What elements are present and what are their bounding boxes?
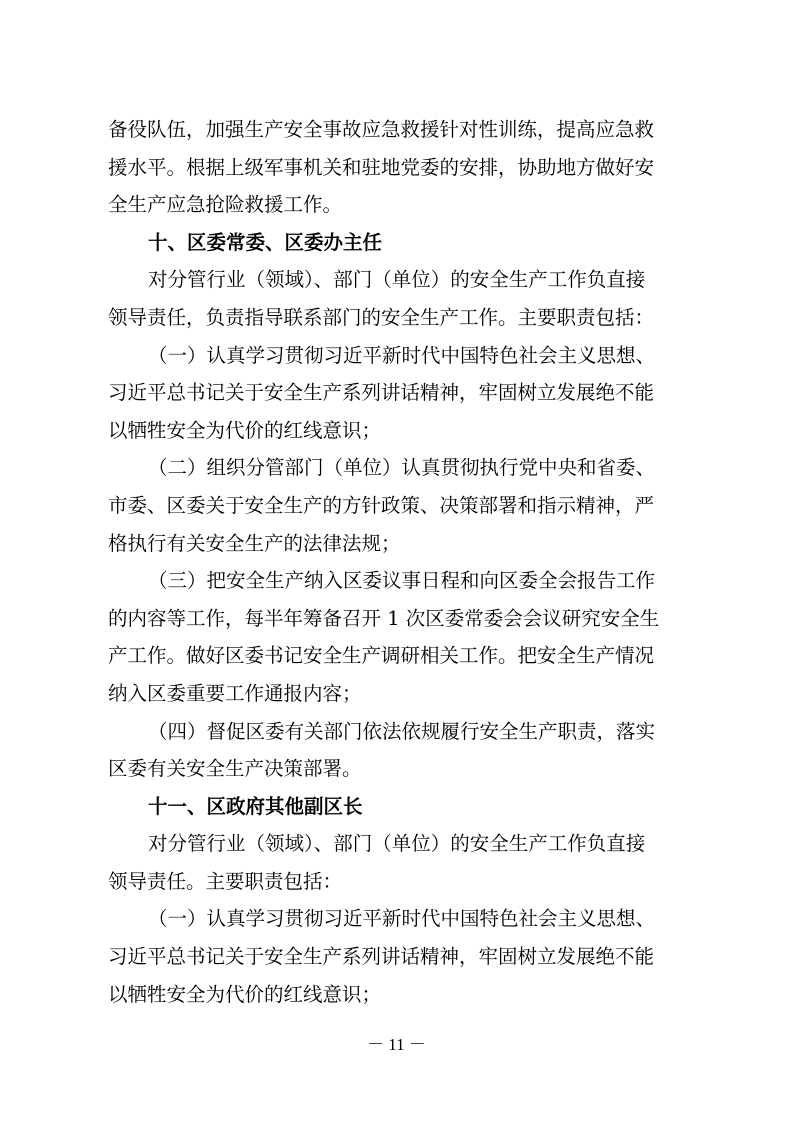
text-line: 领导责任，负责指导联系部门的安全生产工作。主要职责包括： xyxy=(108,305,655,329)
section-heading: 十、区委常委、区委办主任 xyxy=(148,230,383,254)
text-line: 领导责任。主要职责包括： xyxy=(108,869,343,893)
text-line: 习近平总书记关于安全生产系列讲话精神，牢固树立发展绝不能 xyxy=(108,945,655,969)
text-line: 对分管行业（领域）、部门（单位）的安全生产工作负直接 xyxy=(148,268,646,292)
page-number: － 11 － xyxy=(367,1035,426,1054)
section-heading: 十一、区政府其他副区长 xyxy=(148,794,363,818)
text-line: 以牺牲安全为代价的红线意识； xyxy=(108,418,382,442)
text-line: 对分管行业（领域）、部门（单位）的安全生产工作负直接 xyxy=(148,832,646,856)
text-line: （一）认真学习贯彻习近平新时代中国特色社会主义思想、 xyxy=(148,343,656,367)
text-line: 援水平。根据上级军事机关和驻地党委的安排，协助地方做好安 xyxy=(108,155,655,179)
text-line: （四）督促区委有关部门依法依规履行安全生产职责，落实 xyxy=(148,719,656,743)
text-line: 全生产应急抢险救援工作。 xyxy=(108,193,343,217)
text-line: 备役队伍，加强生产安全事故应急救援针对性训练，提高应急救 xyxy=(108,118,655,141)
text-line: （三）把安全生产纳入区委议事日程和向区委全会报告工作 xyxy=(148,569,656,593)
document-body xyxy=(108,111,688,1013)
text-line: （一）认真学习贯彻习近平新时代中国特色社会主义思想、 xyxy=(148,907,656,931)
text-line: 产工作。做好区委书记安全生产调研相关工作。把安全生产情况 xyxy=(108,644,655,668)
text-line: （二）组织分管部门（单位）认真贯彻执行党中央和省委、 xyxy=(148,456,656,480)
text-line: 习近平总书记关于安全生产系列讲话精神，牢固树立发展绝不能 xyxy=(108,381,655,405)
text-line: 的内容等工作，每半年筹备召开 1 次区委常委会会议研究安全生 xyxy=(108,606,660,630)
text-line: 区委有关安全生产决策部署。 xyxy=(108,757,362,781)
text-line: 格执行有关安全生产的法律法规； xyxy=(108,531,401,555)
text-line: 以牺牲安全为代价的红线意识； xyxy=(108,982,382,1006)
text-line: 纳入区委重要工作通报内容； xyxy=(108,681,362,705)
text-line: 市委、区委关于安全生产的方针政策、决策部署和指示精神，严 xyxy=(108,493,655,517)
